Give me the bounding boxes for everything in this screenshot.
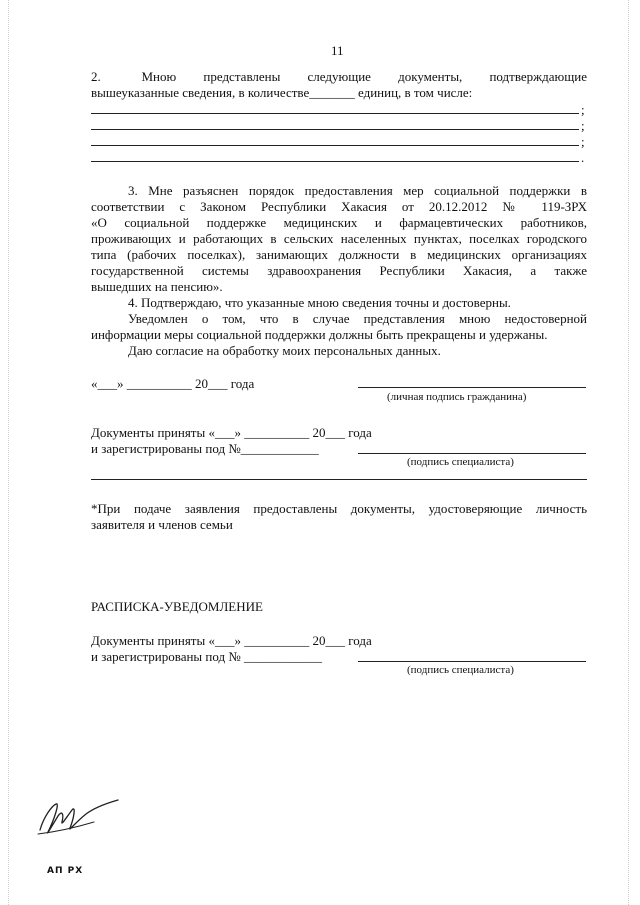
receipt-date-field[interactable]: Документы приняты «___» __________ 20___ года [91,633,372,648]
documents-blank-end-3: ; [581,134,585,149]
footnote-line2: заявителя и членов семьи [91,517,233,532]
documents-blank-end-4: . [581,150,585,165]
item3-line2: соответствии с Законом Республики Хакасия от 20.12.2012 № 119-ЗРХ [91,199,587,214]
notice-line2: информации меры социальной поддержки должны быть прекращены и удержаны. [91,327,548,342]
right-scan-margin [628,0,629,905]
documents-accepted-date-field[interactable]: Документы приняты «___» __________ 20___ года [91,425,372,440]
section-divider [91,479,587,480]
left-scan-margin [8,0,9,905]
documents-blank-line-1[interactable] [91,113,579,114]
application-date-field[interactable]: «___» __________ 20___ года [91,376,255,391]
handwritten-signature [34,796,124,838]
item2-line1: 2. Мною представлены следующие документы, подтверждающие [91,69,587,84]
receipt-registration-field[interactable]: и зарегистрированы под № ____________ [91,649,323,664]
specialist-signature-line[interactable] [358,453,586,454]
documents-blank-end-2: ; [581,118,585,133]
item3-line6: государственной системы здравоохранения Республики Хакасия, а также [91,263,587,278]
documents-blank-end-1: ; [581,102,585,117]
archive-stamp: АП РХ [47,866,84,876]
documents-blank-line-2[interactable] [91,129,579,130]
item3-line7: вышедших на пенсию». [91,279,223,294]
notice-line1: Уведомлен о том, что в случае представления мною недостоверной [128,311,587,326]
specialist-signature-caption: (подпись специалиста) [407,456,514,468]
item3-line1: 3. Мне разъяснен порядок предоставления мер социальной поддержки в [128,183,587,198]
receipt-specialist-caption: (подпись специалиста) [407,664,514,676]
item3-line3: «О социальной поддержке медицинских и фармацевтических работников, [91,215,587,230]
citizen-signature-caption: (личная подпись гражданина) [387,391,527,403]
item2-line2: вышеуказанные сведения, в количестве_______ единиц, в том числе: [91,85,473,100]
item4-text: 4. Подтверждаю, что указанные мною сведения точны и достоверны. [128,295,511,310]
citizen-signature-line[interactable] [358,387,586,388]
receipt-title: РАСПИСКА-УВЕДОМЛЕНИЕ [91,599,263,614]
item3-line4: проживающих и работающих в сельских населенных пунктах, поселках городского [91,231,587,246]
item3-line5: типа (рабочих поселках), занимающих должности в медицинских организациях [91,247,587,262]
consent-text: Даю согласие на обработку моих персональных данных. [128,343,441,358]
receipt-specialist-signature-line[interactable] [358,661,586,662]
documents-blank-line-3[interactable] [91,145,579,146]
documents-blank-line-4[interactable] [91,161,579,162]
page-number: 11 [331,43,344,58]
footnote-line1: *При подаче заявления предоставлены документы, удостоверяющие личность [91,501,587,516]
registration-number-field[interactable]: и зарегистрированы под №____________ [91,441,319,456]
